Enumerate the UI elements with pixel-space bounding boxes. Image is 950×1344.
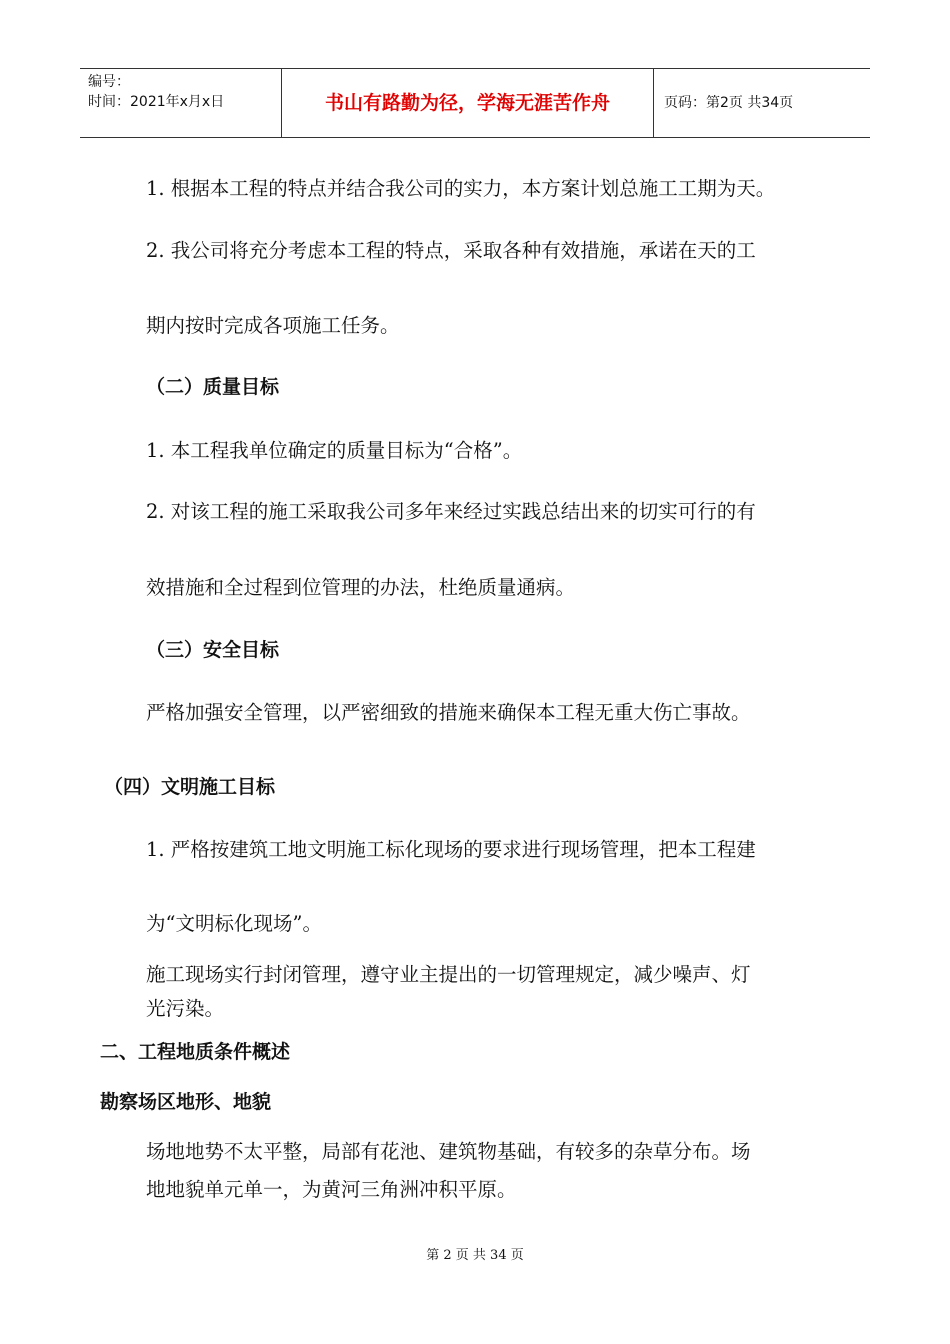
paragraph-safety: 严格加强安全管理，以严密细致的措施来确保本工程无重大伤亡事故。 <box>146 701 751 724</box>
heading-geology-overview: 二、工程地质条件概述 <box>100 1041 291 1063</box>
paragraph-terrain-1: 场地地势不太平整，局部有花池、建筑物基础，有较多的杂草分布。场 <box>146 1140 751 1163</box>
paragraph-quality-2: 2. 对该工程的施工采取我公司多年来经过实践总结出来的切实可行的有 <box>146 500 756 523</box>
paragraph-schedule-2: 2. 我公司将充分考虑本工程的特点，采取各种有效措施，承诺在天的工 <box>146 239 756 262</box>
paragraph-civil-1-cont: 为“文明标化现场”。 <box>146 912 322 935</box>
paragraph-civil-2-cont: 光污染。 <box>146 997 225 1020</box>
header-motto: 书山有路勤为径，学海无涯苦作舟 <box>282 69 654 137</box>
paragraph-civil-2: 施工现场实行封闭管理，遵守业主提出的一切管理规定，减少噪声、灯 <box>146 963 751 986</box>
paragraph-terrain-1-cont: 地地貌单元单一，为黄河三角洲冲积平原。 <box>146 1178 517 1201</box>
date-label: 时间：2021年x月x日 <box>88 94 225 110</box>
header-meta <box>80 69 282 137</box>
heading-quality-goal: （二）质量目标 <box>146 376 280 398</box>
paragraph-schedule-1: 1. 根据本工程的特点并结合我公司的实力，本方案计划总施工工期为天。 <box>146 177 776 200</box>
header-page-label: 页码：第2页 共34页 <box>664 95 794 111</box>
paragraph-quality-2-cont: 效措施和全过程到位管理的办法，杜绝质量通病。 <box>146 576 576 599</box>
paragraph-civil-1: 1. 严格按建筑工地文明施工标化现场的要求进行现场管理，把本工程建 <box>146 838 756 861</box>
heading-terrain: 勘察场区地形、地貌 <box>100 1091 272 1113</box>
page-footer: 第 2 页 共 34 页 <box>426 1248 524 1263</box>
paragraph-quality-1: 1. 本工程我单位确定的质量目标为“合格”。 <box>146 439 523 462</box>
heading-safety-goal: （三）安全目标 <box>146 639 280 661</box>
number-label: 编号： <box>88 74 130 90</box>
paragraph-schedule-2-cont: 期内按时完成各项施工任务。 <box>146 314 400 337</box>
heading-civil-construction-goal: （四）文明施工目标 <box>104 776 276 798</box>
page-header <box>80 68 870 138</box>
